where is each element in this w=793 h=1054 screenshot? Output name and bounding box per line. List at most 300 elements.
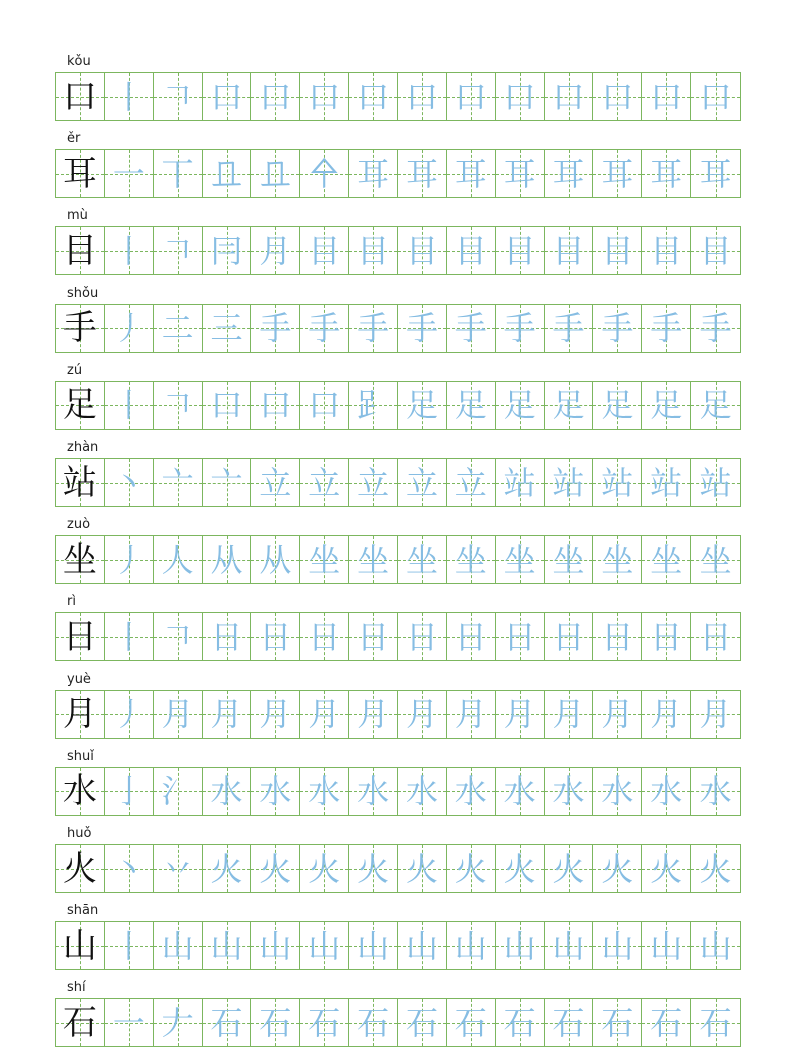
stroke-step-glyph: 口: [259, 77, 292, 116]
stroke-order-cell: [154, 845, 203, 892]
stroke-order-cell: [691, 73, 740, 120]
stroke-order-cell: [593, 305, 642, 352]
stroke-step-glyph: 氵: [161, 772, 194, 811]
stroke-order-cell: [642, 536, 691, 583]
stroke-order-cell: [349, 768, 398, 815]
stroke-step-glyph: 坐: [650, 540, 683, 579]
stroke-order-cell: [691, 691, 740, 738]
stroke-step-glyph: 手: [259, 309, 292, 348]
pinyin-label: huǒ: [67, 826, 92, 841]
stroke-step-glyph: 耳: [699, 154, 732, 193]
stroke-step-glyph: 月: [699, 695, 732, 734]
stroke-order-cell: [251, 536, 300, 583]
stroke-step-glyph: 手: [308, 309, 341, 348]
stroke-step-glyph: 山: [405, 926, 438, 965]
model-character: 口: [62, 76, 97, 117]
stroke-order-cell: [447, 922, 496, 969]
stroke-step-glyph: 站: [503, 463, 536, 502]
stroke-order-cell: [545, 536, 594, 583]
stroke-step-glyph: 火: [454, 849, 487, 888]
stroke-order-cell: [105, 305, 154, 352]
stroke-order-cell: [545, 613, 594, 660]
stroke-order-cell: [447, 382, 496, 429]
writing-grid: [55, 381, 741, 430]
stroke-step-glyph: 坐: [357, 540, 390, 579]
stroke-step-glyph: 丶: [112, 463, 145, 502]
stroke-step-glyph: 站: [601, 463, 634, 502]
stroke-step-glyph: 耳: [552, 154, 585, 193]
stroke-order-cell: [496, 613, 545, 660]
stroke-step-glyph: 口: [503, 77, 536, 116]
stroke-order-cell: [691, 922, 740, 969]
stroke-step-glyph: 月: [601, 695, 634, 734]
stroke-order-cell: [398, 999, 447, 1046]
stroke-step-glyph: 目: [699, 231, 732, 270]
writing-grid: [55, 535, 741, 584]
stroke-step-glyph: 手: [405, 309, 438, 348]
stroke-order-cell: [496, 305, 545, 352]
model-character-cell: [56, 459, 105, 506]
stroke-order-cell: [300, 459, 349, 506]
stroke-order-cell: [447, 305, 496, 352]
stroke-step-glyph: 𠀃: [259, 154, 292, 193]
stroke-order-cell: [642, 999, 691, 1046]
stroke-step-glyph: 立: [308, 463, 341, 502]
stroke-step-glyph: 耳: [601, 154, 634, 193]
stroke-order-cell: [496, 768, 545, 815]
stroke-order-cell: [154, 459, 203, 506]
stroke-step-glyph: 立: [357, 463, 390, 502]
stroke-order-cell: [496, 150, 545, 197]
practice-row: [55, 51, 741, 128]
stroke-step-glyph: 火: [259, 849, 292, 888]
stroke-order-cell: [398, 459, 447, 506]
practice-row: [55, 128, 741, 205]
stroke-step-glyph: 目: [601, 231, 634, 270]
stroke-order-cell: [398, 73, 447, 120]
stroke-step-glyph: 𠃍: [161, 617, 194, 656]
practice-row: [55, 823, 741, 900]
stroke-order-cell: [251, 227, 300, 274]
stroke-step-glyph: 水: [308, 772, 341, 811]
practice-row: [55, 591, 741, 668]
model-character: 目: [62, 230, 97, 271]
practice-row: [55, 437, 741, 514]
stroke-order-cell: [398, 227, 447, 274]
stroke-step-glyph: 站: [699, 463, 732, 502]
writing-grid: [55, 844, 741, 893]
stroke-order-cell: [496, 536, 545, 583]
stroke-order-cell: [691, 305, 740, 352]
pinyin-label: zú: [67, 362, 83, 378]
stroke-order-cell: [251, 922, 300, 969]
stroke-order-cell: [349, 536, 398, 583]
stroke-order-cell: [642, 845, 691, 892]
stroke-order-cell: [251, 845, 300, 892]
stroke-order-cell: [203, 536, 252, 583]
stroke-order-cell: [642, 691, 691, 738]
stroke-step-glyph: 手: [601, 309, 634, 348]
stroke-step-glyph: 耳: [503, 154, 536, 193]
stroke-order-cell: [545, 227, 594, 274]
stroke-order-cell: [642, 305, 691, 352]
stroke-order-cell: [105, 536, 154, 583]
stroke-step-glyph: 石: [210, 1003, 243, 1042]
stroke-order-cell: [545, 768, 594, 815]
practice-row: [55, 669, 741, 746]
stroke-order-cell: [105, 382, 154, 429]
practice-row: [55, 514, 741, 591]
stroke-step-glyph: 月: [503, 695, 536, 734]
stroke-step-glyph: 手: [503, 309, 536, 348]
stroke-order-cell: [447, 845, 496, 892]
stroke-order-cell: [398, 305, 447, 352]
stroke-step-glyph: 从: [210, 540, 243, 579]
stroke-step-glyph: 山: [552, 926, 585, 965]
stroke-step-glyph: 山: [259, 926, 292, 965]
stroke-order-cell: [349, 73, 398, 120]
stroke-step-glyph: 丨: [112, 926, 145, 965]
stroke-step-glyph: 山: [161, 926, 194, 965]
stroke-order-cell: [203, 999, 252, 1046]
stroke-order-cell: [203, 613, 252, 660]
stroke-order-cell: [349, 999, 398, 1046]
stroke-step-glyph: 丿: [112, 695, 145, 734]
stroke-step-glyph: 耳: [405, 154, 438, 193]
pinyin-label: kǒu: [67, 54, 91, 69]
stroke-step-glyph: 丨: [112, 617, 145, 656]
model-character: 日: [62, 616, 97, 657]
practice-row: [55, 205, 741, 282]
stroke-step-glyph: 𠀃: [210, 154, 243, 193]
model-character: 水: [62, 771, 97, 812]
stroke-step-glyph: 日: [650, 617, 683, 656]
stroke-order-cell: [642, 613, 691, 660]
stroke-order-cell: [154, 691, 203, 738]
stroke-step-glyph: 口: [650, 77, 683, 116]
stroke-order-cell: [154, 768, 203, 815]
stroke-order-cell: [349, 382, 398, 429]
stroke-step-glyph: 口: [210, 386, 243, 425]
stroke-step-glyph: 目: [552, 231, 585, 270]
stroke-order-cell: [251, 768, 300, 815]
stroke-step-glyph: 山: [210, 926, 243, 965]
stroke-step-glyph: 日: [552, 617, 585, 656]
stroke-step-glyph: 山: [454, 926, 487, 965]
stroke-order-cell: [203, 922, 252, 969]
stroke-step-glyph: 耳: [454, 154, 487, 193]
stroke-step-glyph: 石: [454, 1003, 487, 1042]
stroke-step-glyph: 足: [601, 386, 634, 425]
stroke-step-glyph: 丷: [161, 849, 194, 888]
stroke-step-glyph: 丨: [112, 231, 145, 270]
stroke-order-cell: [496, 999, 545, 1046]
stroke-order-cell: [398, 768, 447, 815]
stroke-order-cell: [300, 382, 349, 429]
stroke-step-glyph: 水: [405, 772, 438, 811]
stroke-step-glyph: 水: [650, 772, 683, 811]
stroke-order-cell: [545, 382, 594, 429]
stroke-step-glyph: 立: [454, 463, 487, 502]
model-character: 耳: [62, 153, 97, 194]
stroke-order-cell: [154, 227, 203, 274]
stroke-step-glyph: 足: [699, 386, 732, 425]
stroke-step-glyph: 丿: [112, 309, 145, 348]
stroke-step-glyph: 火: [601, 849, 634, 888]
stroke-order-cell: [251, 691, 300, 738]
writing-grid: [55, 304, 741, 353]
stroke-order-cell: [203, 691, 252, 738]
stroke-order-cell: [447, 73, 496, 120]
stroke-order-cell: [447, 613, 496, 660]
stroke-order-cell: [398, 691, 447, 738]
stroke-step-glyph: 坐: [552, 540, 585, 579]
stroke-step-glyph: 月: [308, 695, 341, 734]
stroke-order-cell: [251, 999, 300, 1046]
writing-grid: [55, 921, 741, 970]
stroke-step-glyph: 月: [454, 695, 487, 734]
pinyin-label: mù: [67, 208, 88, 224]
stroke-order-cell: [642, 768, 691, 815]
stroke-step-glyph: 水: [503, 772, 536, 811]
stroke-step-glyph: 坐: [601, 540, 634, 579]
stroke-order-cell: [447, 768, 496, 815]
model-character-cell: [56, 227, 105, 274]
stroke-step-glyph: 手: [552, 309, 585, 348]
stroke-order-cell: [154, 999, 203, 1046]
stroke-step-glyph: 日: [405, 617, 438, 656]
stroke-step-glyph: 立: [405, 463, 438, 502]
stroke-order-cell: [300, 613, 349, 660]
stroke-order-cell: [691, 536, 740, 583]
stroke-step-glyph: 𠂇: [161, 1003, 194, 1042]
stroke-step-glyph: 口: [210, 77, 243, 116]
stroke-order-cell: [105, 768, 154, 815]
stroke-step-glyph: 火: [210, 849, 243, 888]
stroke-step-glyph: 日: [454, 617, 487, 656]
stroke-step-glyph: 日: [699, 617, 732, 656]
stroke-step-glyph: 月: [650, 695, 683, 734]
stroke-order-cell: [496, 922, 545, 969]
stroke-step-glyph: 立: [259, 463, 292, 502]
stroke-step-glyph: 足: [454, 386, 487, 425]
stroke-step-glyph: 水: [454, 772, 487, 811]
stroke-order-cell: [154, 613, 203, 660]
model-character: 火: [62, 848, 97, 889]
stroke-order-cell: [642, 73, 691, 120]
stroke-step-glyph: 火: [503, 849, 536, 888]
practice-row: [55, 746, 741, 823]
stroke-step-glyph: 站: [650, 463, 683, 502]
stroke-order-cell: [203, 305, 252, 352]
pinyin-label: yuè: [67, 671, 91, 687]
stroke-step-glyph: 口: [699, 77, 732, 116]
stroke-order-cell: [691, 150, 740, 197]
stroke-step-glyph: 足: [503, 386, 536, 425]
stroke-step-glyph: 站: [552, 463, 585, 502]
stroke-step-glyph: 坐: [699, 540, 732, 579]
stroke-step-glyph: 丅: [161, 154, 194, 193]
stroke-step-glyph: 亠: [161, 463, 194, 502]
model-character-cell: [56, 768, 105, 815]
stroke-step-glyph: 石: [405, 1003, 438, 1042]
stroke-step-glyph: 日: [503, 617, 536, 656]
pinyin-label: zuò: [67, 517, 91, 533]
stroke-step-glyph: 坐: [503, 540, 536, 579]
practice-row: [55, 900, 741, 977]
stroke-step-glyph: 日: [259, 617, 292, 656]
stroke-step-glyph: 石: [552, 1003, 585, 1042]
stroke-order-cell: [545, 999, 594, 1046]
stroke-step-glyph: 石: [601, 1003, 634, 1042]
stroke-step-glyph: 石: [503, 1003, 536, 1042]
stroke-step-glyph: 火: [357, 849, 390, 888]
stroke-order-cell: [251, 382, 300, 429]
stroke-order-cell: [154, 150, 203, 197]
model-character-cell: [56, 613, 105, 660]
model-character-cell: [56, 73, 105, 120]
stroke-step-glyph: 月: [259, 695, 292, 734]
pinyin-label: ěr: [67, 131, 81, 147]
stroke-step-glyph: 水: [357, 772, 390, 811]
stroke-order-cell: [349, 922, 398, 969]
stroke-step-glyph: 口: [601, 77, 634, 116]
model-character: 月: [62, 694, 97, 735]
stroke-step-glyph: 月: [552, 695, 585, 734]
stroke-order-cell: [447, 150, 496, 197]
stroke-step-glyph: 火: [699, 849, 732, 888]
stroke-order-cell: [593, 768, 642, 815]
model-character-cell: [56, 845, 105, 892]
stroke-step-glyph: 一: [112, 1003, 145, 1042]
stroke-order-cell: [349, 691, 398, 738]
stroke-order-cell: [496, 227, 545, 274]
stroke-order-cell: [593, 613, 642, 660]
stroke-step-glyph: 水: [601, 772, 634, 811]
stroke-order-cell: [545, 459, 594, 506]
model-character-cell: [56, 691, 105, 738]
stroke-step-glyph: 水: [699, 772, 732, 811]
stroke-step-glyph: 石: [650, 1003, 683, 1042]
stroke-order-cell: [398, 536, 447, 583]
writing-grid: [55, 612, 741, 661]
pinyin-label: shí: [67, 980, 86, 996]
stroke-step-glyph: 石: [259, 1003, 292, 1042]
pinyin-label: zhàn: [67, 440, 99, 455]
stroke-step-glyph: 水: [259, 772, 292, 811]
stroke-step-glyph: 月: [357, 695, 390, 734]
stroke-step-glyph: 手: [699, 309, 732, 348]
stroke-order-cell: [105, 73, 154, 120]
stroke-order-cell: [203, 227, 252, 274]
stroke-order-cell: [545, 305, 594, 352]
stroke-step-glyph: 目: [405, 231, 438, 270]
stroke-order-cell: [105, 691, 154, 738]
stroke-step-glyph: 㐃: [308, 154, 341, 193]
stroke-step-glyph: 口: [259, 386, 292, 425]
stroke-step-glyph: 人: [161, 540, 194, 579]
stroke-step-glyph: 坐: [405, 540, 438, 579]
model-character: 坐: [62, 539, 97, 580]
stroke-step-glyph: 耳: [357, 154, 390, 193]
stroke-step-glyph: 火: [650, 849, 683, 888]
stroke-order-cell: [105, 459, 154, 506]
stroke-step-glyph: 目: [503, 231, 536, 270]
stroke-order-cell: [203, 768, 252, 815]
stroke-step-glyph: 月: [259, 231, 292, 270]
stroke-order-cell: [642, 227, 691, 274]
stroke-step-glyph: 月: [210, 695, 243, 734]
stroke-order-cell: [593, 227, 642, 274]
stroke-order-cell: [691, 845, 740, 892]
stroke-step-glyph: 山: [503, 926, 536, 965]
stroke-order-cell: [496, 382, 545, 429]
stroke-order-cell: [398, 150, 447, 197]
model-character-cell: [56, 922, 105, 969]
stroke-step-glyph: 日: [308, 617, 341, 656]
stroke-order-cell: [300, 922, 349, 969]
model-character: 足: [62, 385, 97, 426]
stroke-step-glyph: 山: [699, 926, 732, 965]
stroke-order-cell: [642, 150, 691, 197]
writing-grid: [55, 72, 741, 121]
stroke-step-glyph: 口: [357, 77, 390, 116]
stroke-order-cell: [593, 922, 642, 969]
stroke-order-cell: [691, 768, 740, 815]
stroke-order-cell: [105, 845, 154, 892]
stroke-order-cell: [105, 613, 154, 660]
stroke-order-cell: [154, 382, 203, 429]
stroke-step-glyph: 坐: [308, 540, 341, 579]
stroke-order-cell: [496, 73, 545, 120]
stroke-step-glyph: 日: [210, 617, 243, 656]
stroke-step-glyph: 一: [112, 154, 145, 193]
stroke-order-cell: [398, 613, 447, 660]
stroke-order-cell: [203, 382, 252, 429]
stroke-step-glyph: 𠃍: [161, 231, 194, 270]
stroke-step-glyph: 水: [210, 772, 243, 811]
stroke-order-cell: [105, 227, 154, 274]
stroke-order-cell: [105, 922, 154, 969]
pinyin-label: shuǐ: [67, 748, 94, 764]
practice-row: [55, 283, 741, 360]
model-character-cell: [56, 999, 105, 1046]
stroke-step-glyph: 耳: [650, 154, 683, 193]
stroke-step-glyph: 丶: [112, 849, 145, 888]
stroke-order-cell: [300, 536, 349, 583]
stroke-order-cell: [545, 150, 594, 197]
stroke-step-glyph: 冃: [210, 231, 243, 270]
stroke-order-cell: [203, 845, 252, 892]
stroke-order-cell: [300, 227, 349, 274]
stroke-order-cell: [593, 459, 642, 506]
stroke-order-cell: [300, 305, 349, 352]
stroke-step-glyph: 丨: [112, 386, 145, 425]
stroke-order-cell: [349, 227, 398, 274]
stroke-step-glyph: 山: [650, 926, 683, 965]
stroke-step-glyph: 坐: [454, 540, 487, 579]
stroke-order-cell: [398, 922, 447, 969]
stroke-step-glyph: 丨: [112, 77, 145, 116]
writing-grid: [55, 767, 741, 816]
stroke-step-glyph: 从: [259, 540, 292, 579]
stroke-order-cell: [300, 691, 349, 738]
stroke-step-glyph: 口: [552, 77, 585, 116]
stroke-order-cell: [691, 382, 740, 429]
stroke-step-glyph: 足: [552, 386, 585, 425]
stroke-step-glyph: 足: [650, 386, 683, 425]
stroke-order-cell: [105, 999, 154, 1046]
